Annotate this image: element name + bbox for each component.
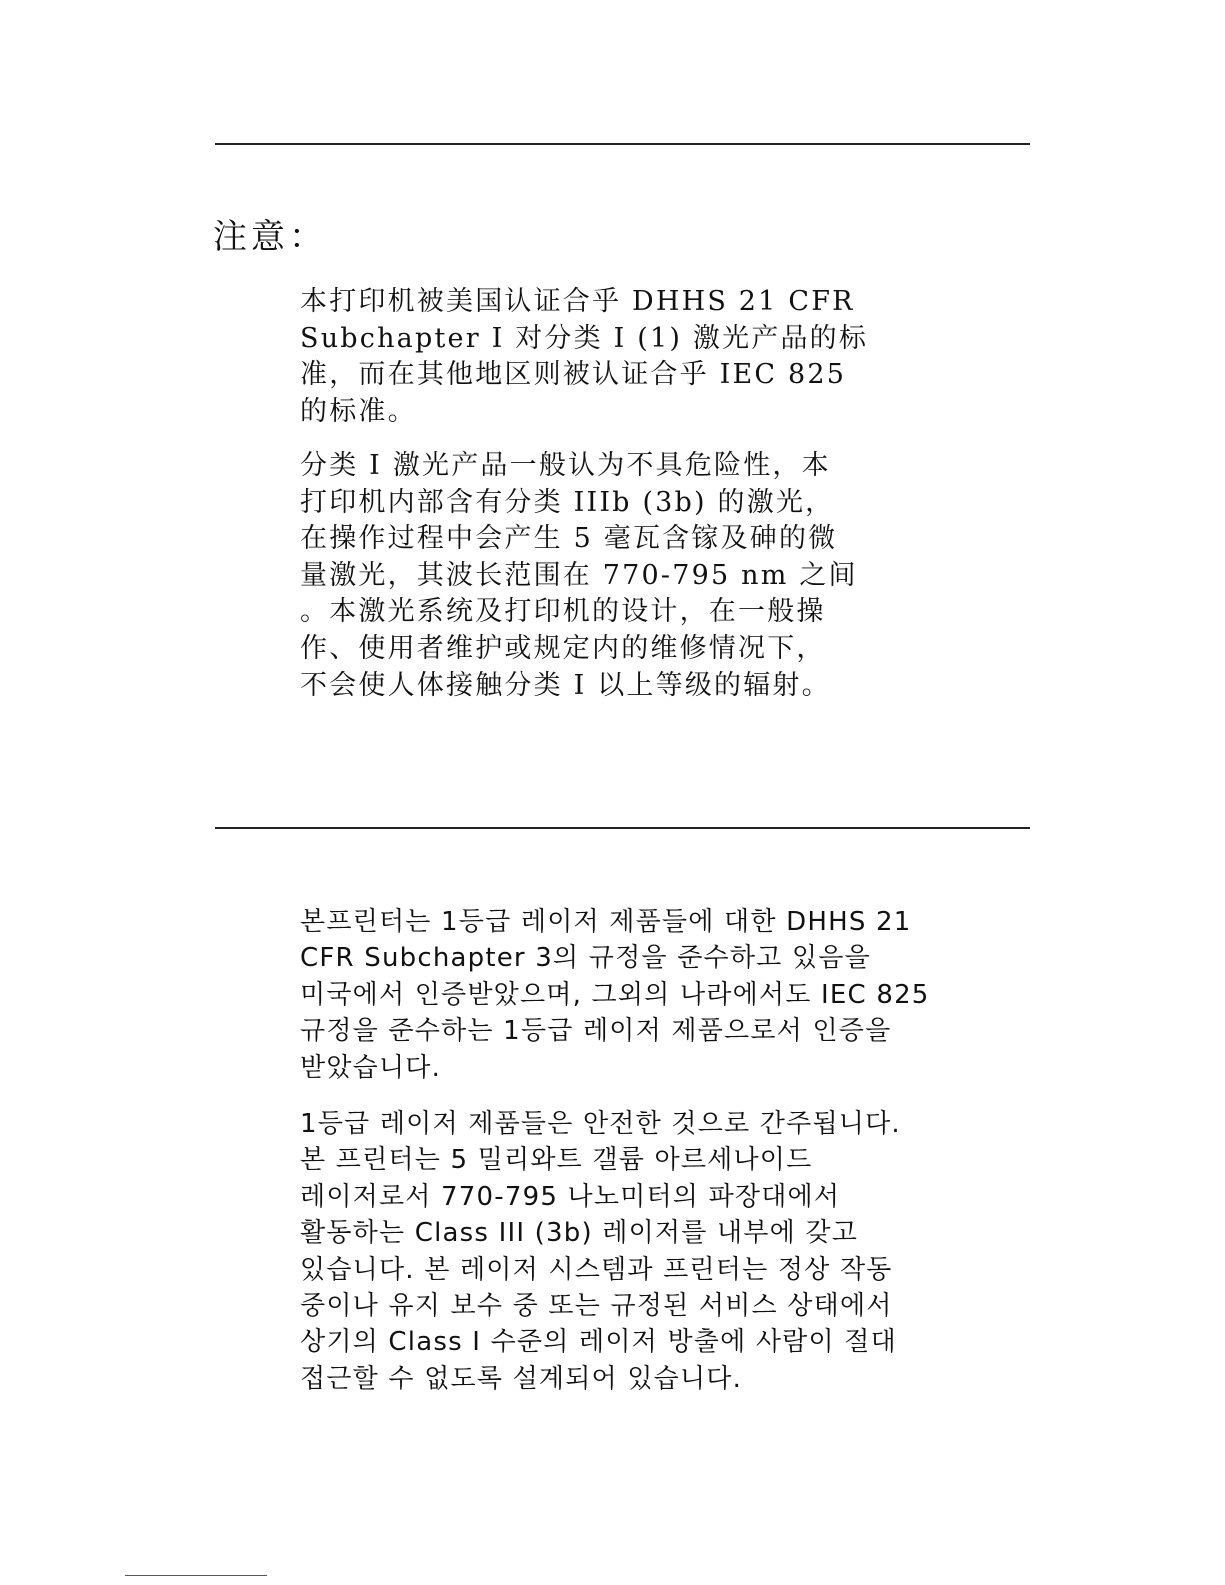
text-line: 있습니다. 본 레이저 시스템과 프린터는 정상 작동 [300,1254,893,1285]
text-line: 作、使用者维护或规定内的维修情况下， [300,632,826,664]
text-line: 量激光，其波长范围在 770-795 nm 之间 [300,559,858,591]
text-line: 。本激光系统及打印机的设计，在一般操 [300,596,826,628]
text-line: 상기의 Class I 수준의 레이저 방출에 사람이 절대 [300,1327,897,1358]
text-line: 본 프린터는 5 밀리와트 갤륨 아르세나이드 [300,1145,813,1176]
text-line: 打印机内部含有分类 IIIb (3b) 的激光， [300,486,835,518]
text-line: CFR Subchapter 3의 규정을 준수하고 있음을 [300,943,871,974]
text-line: 규정을 준수하는 1등급 레이저 제품으로서 인증을 [300,1016,892,1047]
caution-heading: 注意： [213,217,327,257]
text-line: 准，而在其他地区则被认证合乎 IEC 825 [300,359,847,391]
text-line: 레이저로서 770-795 나노미터의 파장대에서 [300,1181,841,1212]
footnote-divider [125,1575,267,1576]
text-line: 중이나 유지 보수 중 또는 규정된 서비스 상태에서 [300,1291,893,1322]
text-line: 활동하는 Class III (3b) 레이저를 내부에 갖고 [300,1218,859,1249]
text-line: 分类 I 激光产品一般认为不具危险性，本 [300,450,831,481]
chinese-paragraph-laser-safety [300,448,900,704]
text-line: Subchapter I 对分类 I (1) 激光产品的标 [300,322,869,354]
text-line: 本打印机被美国认证合乎 DHHS 21 CFR [300,286,855,317]
text-line: 1등급 레이저 제품들은 안전한 것으로 간주됩니다. [300,1109,901,1139]
text-line: 在操作过程中会产生 5 毫瓦含镓及砷的微 [300,523,838,555]
section-divider [215,827,1030,829]
chinese-paragraph-certification [300,284,900,430]
text-line: 접근할 수 없도록 설계되어 있습니다. [300,1363,743,1394]
text-line: 받았습니다. [300,1052,442,1083]
text-line: 본프린터는 1등급 레이저 제품들에 대한 DHHS 21 [300,907,912,937]
text-line: 미국에서 인증받았으며, 그외의 나라에서도 IEC 825 [300,979,930,1010]
top-divider [215,143,1030,145]
text-line: 不会使人体接触分类 I 以上等级的辐射。 [300,669,831,701]
text-line: 的标准。 [300,395,417,427]
korean-paragraph-laser-safety [300,1106,1020,1397]
korean-paragraph-certification [300,904,1020,1086]
